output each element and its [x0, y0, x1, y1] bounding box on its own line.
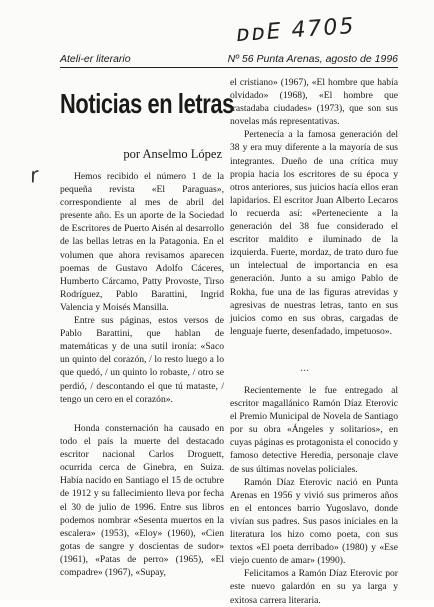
right-column-block-2: [230, 384, 398, 607]
issue-header: Nº 56 Punta Arenas, agosto de 1996: [227, 53, 398, 65]
paragraph: Felicitamos a Ramón Díaz Eterovic por este nuevo galardón en su ya larga y exitosa carrera literaria.: [230, 568, 398, 606]
paragraph: Hemos recibido el número 1 de la pequeña revista «El Paraguas», correspondiente al mes de abril del presente año. Es un aporte de la Sociedad de Escritores de Puerto Aisén al desarrollo de las bellas letras en la Patagonia. En el volumen que ahora revisamos aparecen poemas de Gustavo Adolfo Cáceres, Humberto Cárcamo, Patty Provoste, Tirso Rodríguez, Pablo Barattini, Ingrid Valencia y Moisés Mansilla.: [60, 171, 224, 313]
paragraph: el cristiano» (1967), «El hombre que había olvidado» (1968), «El hombre que trastadaba ciudades» (1973), que son sus novelas más representativas.: [230, 77, 398, 128]
article-byline: por Anselmo López: [123, 147, 222, 161]
left-column-block-2: [60, 422, 224, 579]
header-rule: [60, 67, 398, 68]
handwritten-margin-mark: r: [27, 162, 41, 188]
handwritten-archive-code: ᴅᴅE 4705: [235, 13, 357, 48]
paragraph: Honda consternación ha causado en todo el país la muerte del destacado escritor nacional Carlos Droguett, ocurrida cerca de Ginebra, en Suiza. Había nacido en Santiago el 15 de octubre de 1912 y su fallecimiento lleva por fecha el 30 de julio de 1996. Entre sus libros podemos nombrar «Sesenta muertos en la escalera» (1953), «Eloy» (1960), «Cien gotas de sangre y doscientas de sudor» (1961), «Patas de perro» (1965), «El compadre» (1967), «Supay,: [60, 423, 224, 579]
paragraph: Recientemente le fue entregado al escritor magallánico Ramón Díaz Eterovic el Premio Municipal de Novela de Santiago por su obra «Ángeles y solitarios», en cuyas páginas es protagonista el conocido y famoso detective Heredia, personaje clave de sus últimas novelas policiales.: [230, 385, 398, 475]
section-separator: ...: [300, 360, 309, 374]
left-column-block-1: [60, 170, 224, 406]
paragraph: Ramón Díaz Eterovic nació en Punta Arenas en 1956 y vivió sus primeros años en el entonces barrio Yugoslavo, donde vivían sus padres. Sus pasos iniciales en la literatura los hizo como poeta, con sus textos «El poeta derribado» (1980) y «Ese viejo cuento de amar» (1990).: [230, 476, 398, 567]
right-column-block-1: [230, 76, 398, 338]
paragraph: Entre sus páginas, estos versos de Pablo Barattini, que hablan de matemáticas y de una sutil ironía: «Saco un quinto del corazón, / lo resto luego a lo que quedó, / un quinto lo robaste, / otro se perdió, / descontando el que tú mataste, / tengo un cero en el corazón».: [60, 315, 224, 405]
article-title: Noticias en letras: [60, 88, 234, 119]
section-header: Ateli-er literario: [60, 53, 131, 65]
paragraph: Pertenecía a la famosa generación del 38 y era muy diferente a la mayoría de sus integrantes. Dueño de una crítica muy propia hacia los escritores de su época y otros anteriores, sus juicios hacía ellos eran lapidarios. El escritor Juan Alberto Lecaros lo recuerda así: «Perteneciente a la generación del 38 fue considerado el escritor maldito e iluminado de la izquierda. Fuerte, mordaz, de trato duro fue un intelectual de importancia en esa generación. Junto a su amigo Pablo de Rokha, fue una de las figuras atrevidas y agresivas de nuestras letras, tanto en sus juicios como en sus obras, cargadas de lenguaje fuerte, desenfadado, impetuoso».: [230, 129, 398, 337]
